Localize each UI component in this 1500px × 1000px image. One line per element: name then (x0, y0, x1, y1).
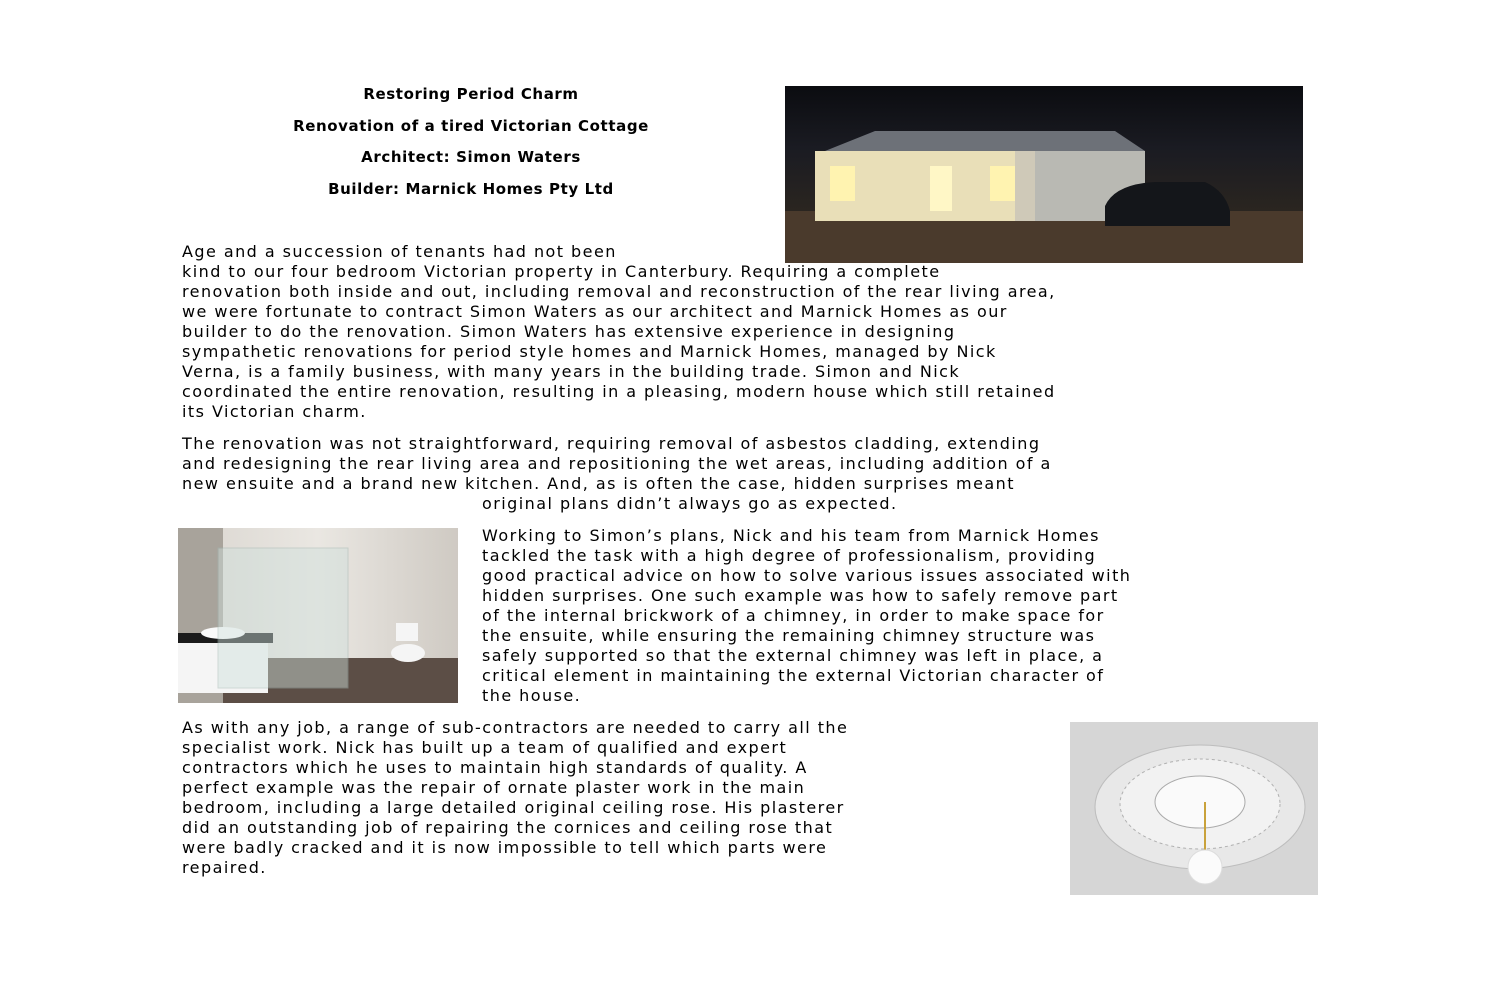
text-line: original plans didn’t always go as expected. (482, 494, 898, 513)
text-line: The renovation was not straightforward, requiring removal of asbestos cladding, extending (182, 434, 1041, 453)
text-line: bedroom, including a large detailed original ceiling rose. His plasterer (182, 798, 845, 817)
text-line: kind to our four bedroom Victorian property in Canterbury. Requiring a complete (182, 262, 941, 281)
text-line: critical element in maintaining the external Victorian character of (482, 666, 1105, 685)
text-line: of the internal brickwork of a chimney, in order to make space for (482, 606, 1105, 625)
article-subtitle: Renovation of a tired Victorian Cottage (293, 117, 649, 135)
ensuite-bathroom-photo (178, 528, 458, 703)
builder-credit: Builder: Marnick Homes Pty Ltd (328, 180, 614, 198)
ceiling-rose-photo (1070, 722, 1318, 895)
article-title: Restoring Period Charm (363, 85, 579, 103)
text-line: we were fortunate to contract Simon Waters as our architect and Marnick Homes as our (182, 302, 1008, 321)
text-line: builder to do the renovation. Simon Waters has extensive experience in designing (182, 322, 956, 341)
text-line: were badly cracked and it is now impossible to tell which parts were (182, 838, 828, 857)
text-line: hidden surprises. One such example was how to safely remove part (482, 586, 1119, 605)
text-line: As with any job, a range of sub-contractors are needed to carry all the (182, 718, 849, 737)
text-line: did an outstanding job of repairing the cornices and ceiling rose that (182, 818, 834, 837)
house-exterior-night-photo (785, 86, 1303, 263)
text-line: Verna, is a family business, with many years in the building trade. Simon and Nick (182, 362, 961, 381)
text-line: repaired. (182, 858, 267, 877)
architect-credit: Architect: Simon Waters (361, 148, 581, 166)
text-line: contractors which he uses to maintain high standards of quality. A (182, 758, 808, 777)
text-line: new ensuite and a brand new kitchen. And, as is often the case, hidden surprises meant (182, 474, 1015, 493)
text-line: the ensuite, while ensuring the remaining chimney structure was (482, 626, 1096, 645)
text-line: coordinated the entire renovation, resulting in a pleasing, modern house which still retained (182, 382, 1056, 401)
text-line: good practical advice on how to solve various issues associated with (482, 566, 1132, 585)
text-line: its Victorian charm. (182, 402, 367, 421)
text-line: and redesigning the rear living area and repositioning the wet areas, including addition of a (182, 454, 1052, 473)
text-line: perfect example was the repair of ornate plaster work in the main (182, 778, 806, 797)
text-line: sympathetic renovations for period style homes and Marnick Homes, managed by Nick (182, 342, 997, 361)
text-line: Age and a succession of tenants had not been (182, 242, 617, 261)
text-line: renovation both inside and out, including removal and reconstruction of the rear living area, (182, 282, 1056, 301)
text-line: the house. (482, 686, 582, 705)
text-line: Working to Simon’s plans, Nick and his team from Marnick Homes (482, 526, 1100, 545)
text-line: safely supported so that the external chimney was left in place, a (482, 646, 1104, 665)
text-line: specialist work. Nick has built up a team of qualified and expert (182, 738, 788, 757)
text-line: tackled the task with a high degree of professionalism, providing (482, 546, 1097, 565)
